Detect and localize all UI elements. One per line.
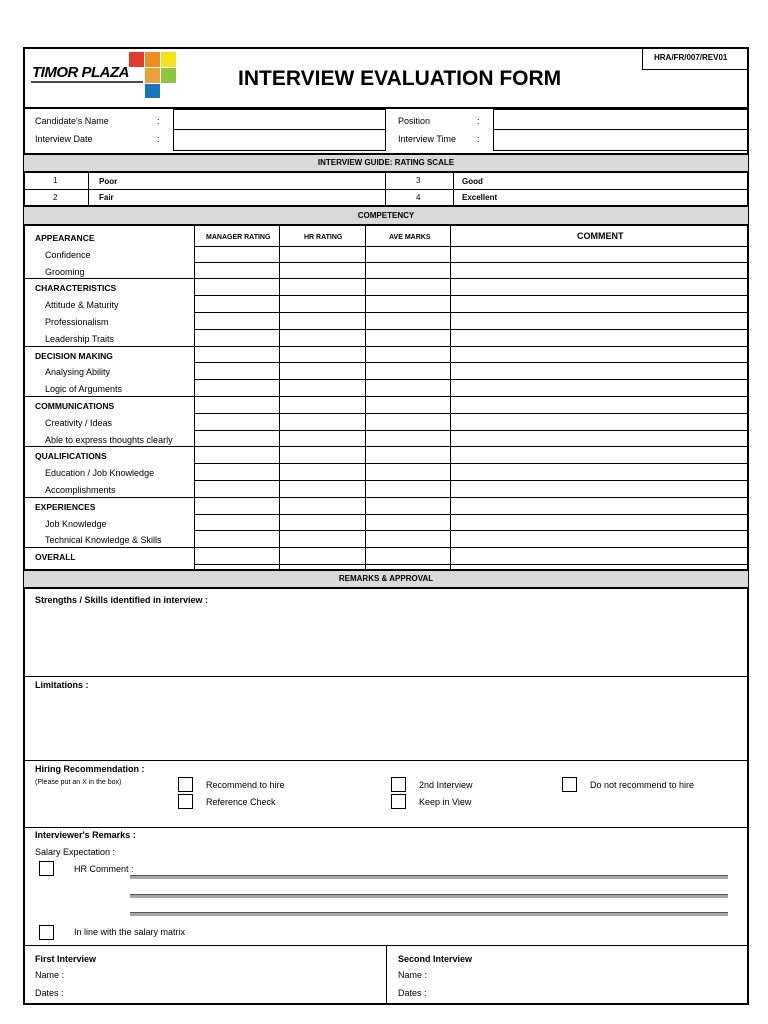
recommend-checkbox[interactable]	[178, 777, 193, 792]
strengths-field[interactable]	[24, 606, 748, 674]
candidate-name-label: Candidate's Name	[35, 116, 109, 126]
hr-rating-cell[interactable]	[280, 266, 364, 280]
hr-rating-cell[interactable]	[280, 316, 364, 330]
salary-matrix-checkbox[interactable]	[39, 925, 54, 940]
remarks-header	[24, 569, 748, 589]
ave-marks-cell[interactable]	[366, 501, 449, 515]
candidate-name-field[interactable]	[173, 109, 386, 130]
ave-marks-cell[interactable]	[366, 282, 449, 296]
manager-rating-cell[interactable]	[195, 450, 278, 464]
hr-rating-cell[interactable]	[280, 333, 364, 347]
column-header-ave: AVE MARKS	[389, 234, 431, 241]
competency-item-label: Able to express thoughts clearly	[45, 434, 173, 445]
second-interview-checkbox[interactable]	[391, 777, 406, 792]
comment-cell[interactable]	[451, 551, 747, 565]
competency-item-label: Leadership Traits	[45, 333, 115, 344]
hr-comment-checkbox[interactable]	[39, 861, 54, 876]
hr-rating-cell[interactable]	[280, 299, 364, 313]
form-code: HRA/FR/007/REV01	[654, 53, 728, 62]
comment-cell[interactable]	[451, 400, 747, 414]
manager-rating-cell[interactable]	[195, 333, 278, 347]
comment-cell[interactable]	[451, 383, 747, 397]
scale-num: 2	[53, 193, 58, 202]
comment-cell[interactable]	[451, 417, 747, 431]
competency-item-label: Accomplishments	[45, 485, 116, 495]
hr-rating-cell[interactable]	[280, 350, 364, 364]
first-dates-label: Dates :	[35, 988, 64, 998]
competency-group-label: OVERALL	[35, 552, 76, 563]
manager-rating-cell[interactable]	[195, 249, 278, 263]
comment-cell[interactable]	[451, 333, 747, 347]
recommend-label: Recommend to hire	[206, 780, 285, 790]
interview-time-label: Interview Time	[398, 134, 457, 144]
competency-item-label: Attitude & Maturity	[45, 300, 119, 311]
ave-marks-cell[interactable]	[366, 484, 449, 498]
hr-rating-cell[interactable]	[280, 501, 364, 515]
scale-label: Good	[462, 177, 483, 186]
ave-marks-cell[interactable]	[366, 366, 449, 380]
comment-cell[interactable]	[451, 450, 747, 464]
manager-rating-cell[interactable]	[195, 400, 278, 414]
hr-rating-cell[interactable]	[280, 417, 364, 431]
page-title: INTERVIEW EVALUATION FORM	[238, 67, 562, 90]
hr-comment-label: HR Comment :	[74, 864, 134, 874]
comment-cell[interactable]	[451, 249, 747, 263]
divider	[194, 246, 748, 247]
form-code-box	[642, 47, 749, 70]
ave-marks-cell[interactable]	[366, 450, 449, 464]
column-header-manager: MANAGER RATING	[206, 234, 271, 241]
manager-rating-cell[interactable]	[195, 350, 278, 364]
competency-item-label: Professionalism	[45, 317, 109, 327]
hr-rating-cell[interactable]	[280, 232, 364, 246]
ave-marks-cell[interactable]	[366, 249, 449, 263]
manager-rating-cell[interactable]	[195, 266, 278, 280]
comment-cell[interactable]	[451, 366, 747, 380]
divider	[24, 676, 748, 677]
scale-label: Poor	[99, 177, 118, 186]
keep-in-view-checkbox[interactable]	[391, 794, 406, 809]
second-dates-label: Dates :	[398, 988, 427, 998]
hr-rating-cell[interactable]	[280, 450, 364, 464]
interview-date-label: Interview Date	[35, 134, 93, 144]
competency-item-label: Logic of Arguments	[45, 384, 123, 395]
second-name-label: Name :	[398, 970, 428, 980]
manager-rating-cell[interactable]	[195, 316, 278, 330]
manager-rating-cell[interactable]	[195, 501, 278, 515]
comment-cell[interactable]	[451, 299, 747, 313]
scale-label: Excellent	[462, 193, 498, 202]
divider	[24, 827, 748, 828]
comment-line	[130, 894, 728, 898]
salary-label: Salary Expectation :	[35, 847, 116, 857]
ave-marks-cell[interactable]	[366, 534, 449, 548]
hr-rating-cell[interactable]	[280, 366, 364, 380]
manager-rating-cell[interactable]	[195, 467, 278, 481]
divider	[24, 760, 748, 761]
comment-cell[interactable]	[451, 501, 747, 515]
not-recommend-label: Do not recommend to hire	[590, 780, 695, 790]
rating-scale-title: INTERVIEW GUIDE: RATING SCALE	[317, 158, 455, 167]
comment-cell[interactable]	[451, 484, 747, 498]
colon: :	[477, 116, 480, 126]
divider	[24, 278, 194, 279]
reference-label: Reference Check	[206, 797, 276, 807]
divider	[24, 547, 194, 548]
ave-marks-cell[interactable]	[366, 350, 449, 364]
limitations-field[interactable]	[24, 692, 748, 758]
divider	[24, 396, 194, 397]
ave-marks-cell[interactable]	[366, 383, 449, 397]
competency-title: COMPETENCY	[357, 211, 415, 220]
comment-line	[130, 912, 728, 916]
ave-marks-cell[interactable]	[366, 232, 449, 246]
remarks-title: REMARKS & APPROVAL	[338, 574, 434, 583]
ave-marks-cell[interactable]	[366, 518, 449, 532]
interviewer-remarks-label: Interviewer's Remarks :	[35, 830, 136, 840]
keep-in-view-label: Keep in View	[419, 797, 472, 807]
ave-marks-cell[interactable]	[366, 467, 449, 481]
hr-rating-cell[interactable]	[280, 383, 364, 397]
competency-group-label: DECISION MAKING	[35, 350, 113, 361]
logo-text: TIMOR PLAZA	[32, 64, 129, 81]
column-header-hr: HR RATING	[304, 234, 343, 241]
divider	[24, 346, 194, 347]
first-name-label: Name :	[35, 970, 65, 980]
comment-cell[interactable]	[451, 316, 747, 330]
divider	[24, 189, 748, 190]
competency-item-label: Creativity / Ideas	[45, 417, 113, 428]
divider	[386, 945, 387, 1004]
competency-item-label: Grooming	[45, 266, 85, 277]
manager-rating-cell[interactable]	[195, 366, 278, 380]
ave-marks-cell[interactable]	[366, 400, 449, 414]
scale-num: 4	[416, 193, 421, 202]
second-interview-label: 2nd Interview	[419, 780, 473, 790]
second-interview-title: Second Interview	[398, 954, 473, 964]
comment-cell[interactable]	[451, 534, 747, 548]
hr-rating-cell[interactable]	[280, 484, 364, 498]
ave-marks-cell[interactable]	[366, 316, 449, 330]
competency-group-label: APPEARANCE	[35, 233, 95, 243]
competency-group-label: QUALIFICATIONS	[35, 451, 107, 462]
manager-rating-cell[interactable]	[195, 383, 278, 397]
manager-rating-cell[interactable]	[195, 518, 278, 532]
manager-rating-cell[interactable]	[195, 534, 278, 548]
interview-date-field[interactable]	[173, 130, 386, 151]
competency-group-label: EXPERIENCES	[35, 501, 96, 512]
colon: :	[157, 116, 160, 126]
comment-cell[interactable]	[451, 434, 747, 448]
comment-cell[interactable]	[451, 232, 747, 246]
column-header-comment: COMMENT	[577, 231, 624, 241]
manager-rating-cell[interactable]	[195, 299, 278, 313]
comment-cell[interactable]	[451, 282, 747, 296]
salary-matrix-label: In line with the salary matrix	[74, 927, 186, 937]
scale-label: Fair	[99, 193, 114, 202]
ave-marks-cell[interactable]	[366, 333, 449, 347]
hiring-note: (Please put an X in the box)	[35, 779, 122, 786]
hr-rating-cell[interactable]	[280, 400, 364, 414]
competency-group-label: CHARACTERISTICS	[35, 283, 117, 294]
competency-item-label: Education / Job Knowledge	[45, 468, 155, 479]
comment-line	[130, 875, 728, 879]
comment-cell[interactable]	[451, 266, 747, 280]
ave-marks-cell[interactable]	[366, 266, 449, 280]
position-label: Position	[398, 116, 431, 126]
competency-group-label: COMMUNICATIONS	[35, 401, 115, 411]
manager-rating-cell[interactable]	[195, 551, 278, 565]
manager-rating-cell[interactable]	[195, 484, 278, 498]
hr-rating-cell[interactable]	[280, 434, 364, 448]
reference-checkbox[interactable]	[178, 794, 193, 809]
strengths-label: Strengths / Skills identified in interview :	[35, 595, 209, 605]
competency-header	[24, 205, 748, 226]
comment-cell[interactable]	[451, 350, 747, 364]
scale-num: 1	[53, 176, 58, 185]
hr-rating-cell[interactable]	[280, 467, 364, 481]
ave-marks-cell[interactable]	[366, 551, 449, 565]
manager-rating-cell[interactable]	[195, 434, 278, 448]
hiring-label: Hiring Recommendation :	[35, 764, 145, 774]
divider	[24, 446, 194, 447]
hr-rating-cell[interactable]	[280, 282, 364, 296]
first-interview-title: First Interview	[35, 954, 97, 964]
competency-item-label: Technical Knowledge & Skills	[45, 535, 162, 546]
ave-marks-cell[interactable]	[366, 434, 449, 448]
interview-time-field[interactable]	[493, 130, 748, 151]
colon: :	[157, 134, 160, 144]
hr-rating-cell[interactable]	[280, 518, 364, 532]
limitations-label: Limitations :	[35, 680, 89, 690]
ave-marks-cell[interactable]	[366, 417, 449, 431]
position-field[interactable]	[493, 109, 748, 130]
comment-cell[interactable]	[451, 467, 747, 481]
rating-scale-header	[24, 153, 748, 173]
not-recommend-checkbox[interactable]	[562, 777, 577, 792]
hr-rating-cell[interactable]	[280, 534, 364, 548]
manager-rating-cell[interactable]	[195, 417, 278, 431]
competency-item-label: Analysing Ability	[45, 367, 111, 378]
manager-rating-cell[interactable]	[195, 282, 278, 296]
scale-num: 3	[416, 176, 421, 185]
comment-cell[interactable]	[451, 518, 747, 532]
ave-marks-cell[interactable]	[366, 299, 449, 313]
competency-item-label: Job Knowledge	[45, 518, 107, 529]
colon: :	[477, 134, 480, 144]
hr-rating-cell[interactable]	[280, 249, 364, 263]
divider	[24, 497, 194, 498]
manager-rating-cell[interactable]	[195, 232, 278, 246]
competency-item-label: Confidence	[45, 249, 91, 260]
hr-rating-cell[interactable]	[280, 551, 364, 565]
